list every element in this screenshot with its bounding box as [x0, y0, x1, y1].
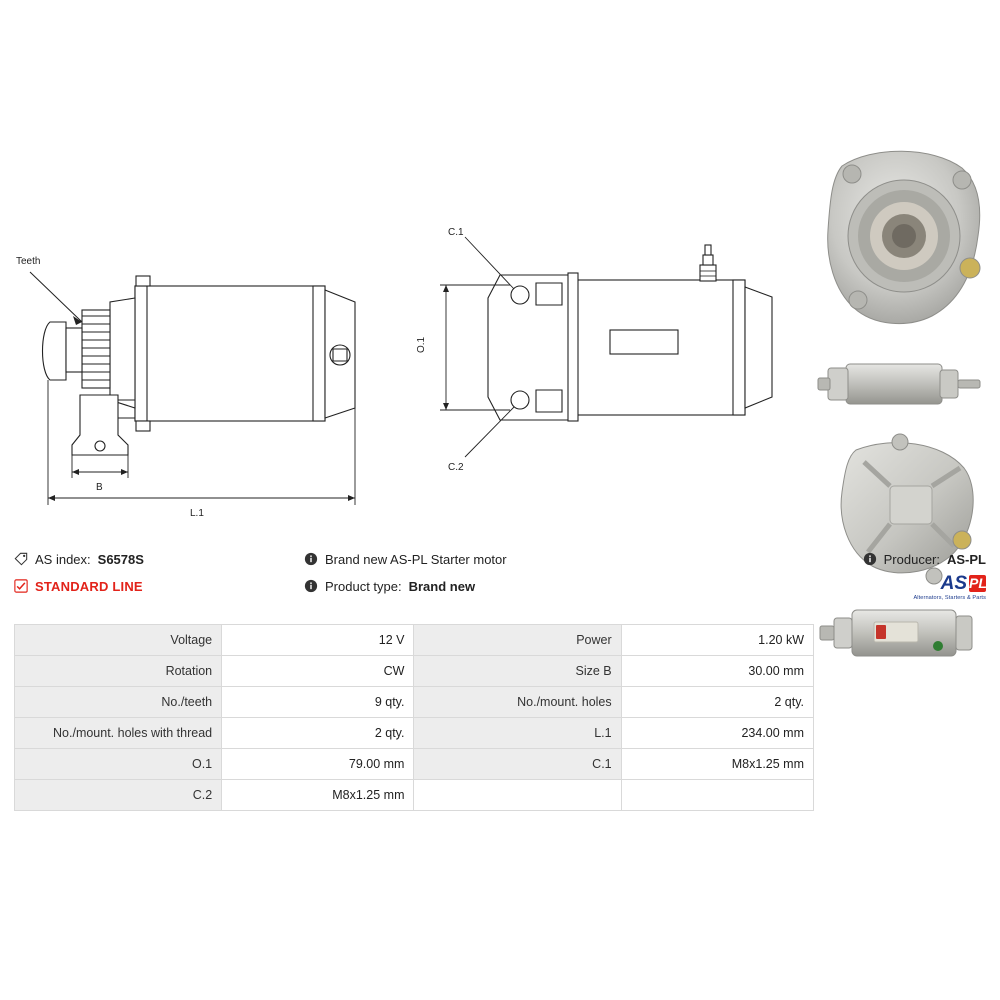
drawing-front-view [410, 225, 790, 495]
spec-value: 30.00 mm [621, 656, 813, 687]
table-row [15, 625, 814, 656]
product-type-value: Brand new [408, 579, 476, 594]
spec-value-empty [621, 780, 813, 811]
info-col-producer [694, 552, 987, 601]
producer-line [694, 552, 986, 568]
spec-key: L.1 [414, 718, 621, 749]
spec-key: C.1 [414, 749, 621, 780]
as-index-line [14, 552, 304, 568]
spec-value: 2 qty. [621, 687, 813, 718]
label-b: B [96, 482, 103, 493]
label-l1: L.1 [190, 508, 204, 519]
drawing-side-view [10, 250, 390, 535]
table-row [15, 780, 814, 811]
spec-key: Power [414, 625, 621, 656]
check-square-icon [14, 579, 28, 593]
spec-key: Size B [414, 656, 621, 687]
producer-label: Producer: [883, 552, 940, 567]
standard-line-label: STANDARD LINE [35, 579, 143, 594]
spec-value: 2 qty. [222, 718, 414, 749]
spec-value: M8x1.25 mm [621, 749, 813, 780]
brand-tagline: Alternators, Starters & Parts [913, 595, 986, 601]
product-description: Brand new AS-PL Starter motor [325, 552, 507, 567]
info-col-description [304, 552, 684, 606]
info-icon [304, 552, 318, 566]
spec-key-empty [414, 780, 621, 811]
product-type-line [304, 579, 684, 595]
product-type-label: Product type: [325, 579, 402, 594]
spec-key: No./mount. holes [414, 687, 621, 718]
spec-value: 9 qty. [222, 687, 414, 718]
label-teeth: Teeth [16, 256, 41, 267]
photo-motor-side-1 [812, 348, 992, 420]
as-index-label: AS index: [35, 552, 91, 567]
spec-key: C.2 [15, 780, 222, 811]
spec-key: No./teeth [15, 687, 222, 718]
table-row [15, 656, 814, 687]
spec-value: 79.00 mm [222, 749, 414, 780]
table-row [15, 749, 814, 780]
info-icon [304, 579, 318, 593]
spec-value: 12 V [222, 625, 414, 656]
brand-logo-pl: PL [969, 575, 987, 591]
table-row [15, 687, 814, 718]
info-col-index [14, 552, 304, 606]
brand-logo [894, 574, 986, 601]
spec-key: Voltage [15, 625, 222, 656]
spec-key: O.1 [15, 749, 222, 780]
producer-value: AS-PL [947, 552, 986, 567]
spec-value: 234.00 mm [621, 718, 813, 749]
spec-key: Rotation [15, 656, 222, 687]
spec-key: No./mount. holes with thread [15, 718, 222, 749]
spec-value: CW [222, 656, 414, 687]
specifications-table [14, 624, 814, 811]
as-index-value: S6578S [97, 552, 144, 567]
table-row [15, 718, 814, 749]
spec-value: M8x1.25 mm [222, 780, 414, 811]
label-c2: C.2 [448, 462, 464, 473]
tag-icon [14, 552, 28, 566]
product-info-row [14, 552, 986, 612]
info-icon [863, 552, 877, 566]
label-c1: C.1 [448, 227, 464, 238]
spec-value: 1.20 kW [621, 625, 813, 656]
description-line [304, 552, 684, 568]
brand-logo-as: AS [940, 573, 967, 594]
standard-line-row [14, 579, 304, 595]
photo-drive-end [812, 140, 992, 340]
label-o1: O.1 [416, 336, 427, 353]
